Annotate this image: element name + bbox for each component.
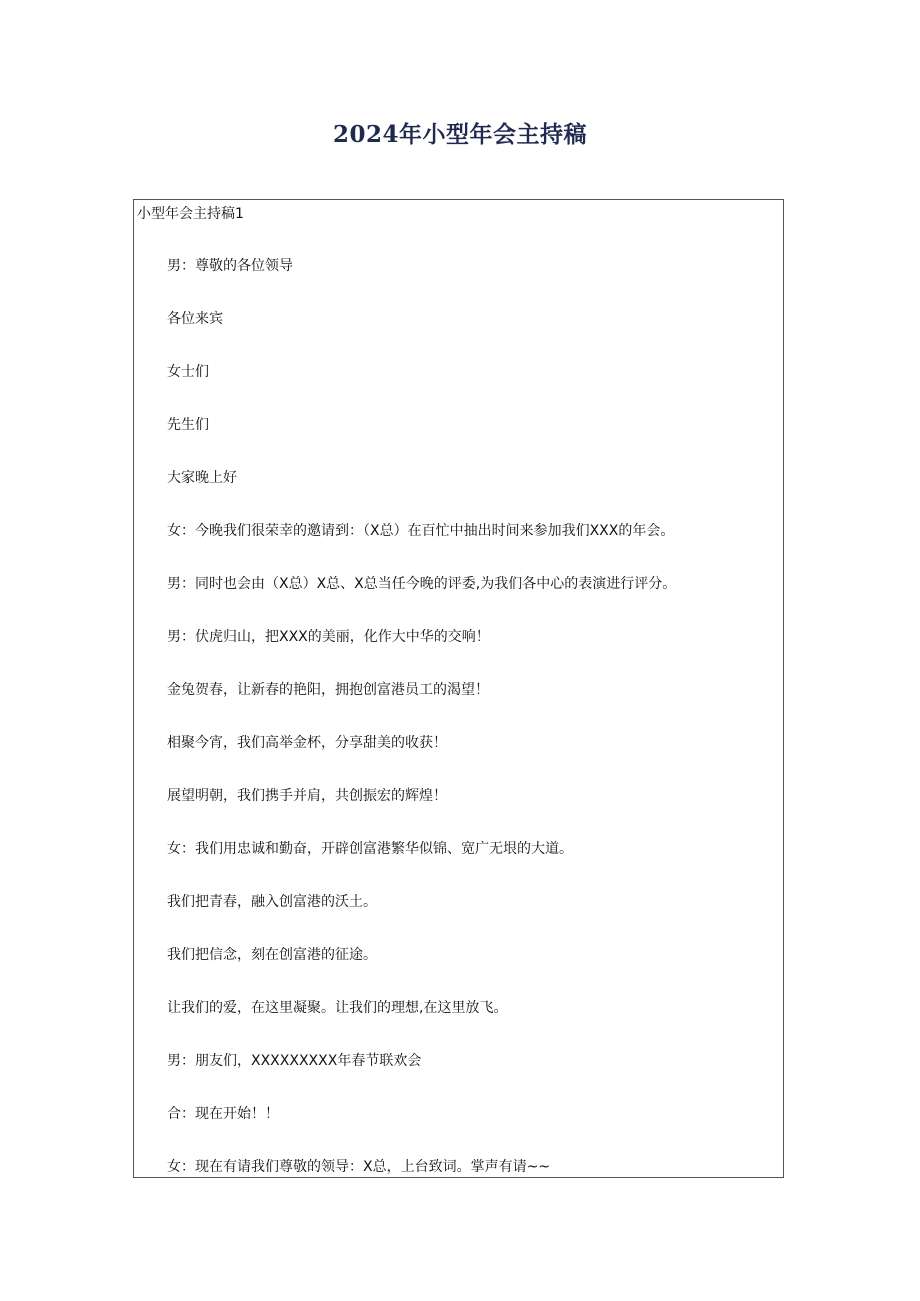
script-line: 让我们的爱，在这里凝聚。让我们的理想,在这里放飞。 [167,1000,508,1016]
script-line: 我们把青春，融入创富港的沃土。 [167,894,377,910]
script-line: 大家晚上好 [167,470,237,486]
script-line: 我们把信念，刻在创富港的征途。 [167,947,377,963]
script-line: 先生们 [167,417,209,433]
script-lines [167,256,676,1210]
script-line: 展望明朝，我们携手并肩，共创振宏的辉煌！ [167,788,447,804]
document-title: 2024年小型年会主持稿 [332,121,587,148]
script-line: 男：朋友们，XXXXXXXXX年春节联欢会 [167,1053,422,1069]
section-heading: 小型年会主持稿1 [137,206,244,222]
script-line: 相聚今宵，我们高举金杯，分享甜美的收获！ [167,735,447,751]
script-line: 女：我们用忠诚和勤奋，开辟创富港繁华似锦、宽广无垠的大道。 [167,841,573,857]
script-line: 男：伏虎归山，把XXX的美丽，化作大中华的交响！ [167,629,490,645]
script-line: 女：今晚我们很荣幸的邀请到：（X总）在百忙中抽出时间来参加我们XXX的年会。 [167,523,675,539]
script-line: 各位来宾 [167,311,223,327]
script-line: 女：现在有请我们尊敬的领导：X总，上台致词。掌声有请~~ [167,1159,551,1175]
script-line: 女士们 [167,364,209,380]
script-line: 合：现在开始！！ [167,1106,279,1122]
script-line: 金兔贺春，让新春的艳阳，拥抱创富港员工的渴望！ [167,682,489,698]
content-frame [133,199,784,1178]
script-line: 男：同时也会由（X总）X总、X总当任今晚的评委,为我们各中心的表演进行评分。 [167,576,677,592]
script-line: 男：尊敬的各位领导 [167,258,293,274]
